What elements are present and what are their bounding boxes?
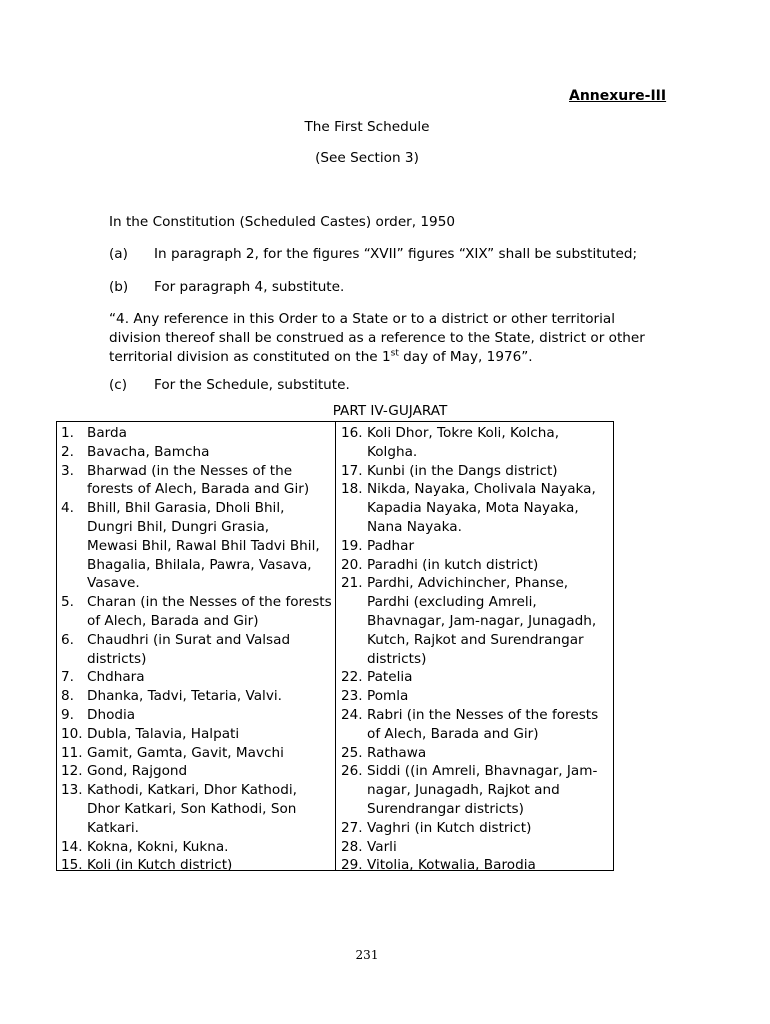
para-b-label: (b) — [109, 279, 129, 295]
list-item — [61, 762, 333, 781]
caste-list-table — [56, 421, 614, 874]
list-item-number: 10. — [61, 725, 83, 742]
column-divider — [335, 422, 336, 870]
list-item — [61, 744, 333, 763]
list-item — [61, 668, 333, 687]
list-item-text: Paradhi (in kutch district) — [367, 556, 539, 573]
para-a-text: In paragraph 2, for the figures “XVII” figures “XIX” shall be substituted; — [154, 246, 638, 262]
list-item-number: 11. — [61, 744, 83, 761]
list-item-text: Vitolia, Kotwalia, Barodia — [367, 857, 536, 874]
schedule-title: The First Schedule — [304, 119, 430, 135]
list-item-number: 25. — [341, 744, 363, 761]
list-item-text: Bavacha, Bamcha — [87, 443, 210, 460]
schedule-reference: (See Section 3) — [315, 150, 419, 166]
list-item-text: Bharwad (in the Nesses of the forests of Alech, Barada and Gir) — [87, 462, 310, 498]
list-item — [61, 838, 333, 857]
list-item-number: 6. — [61, 631, 74, 648]
page-number: 231 — [355, 948, 379, 962]
list-item — [61, 593, 333, 631]
list-item-number: 16. — [341, 425, 363, 441]
list-item-text: Pomla — [367, 688, 409, 705]
list-item-text: Dhanka, Tadvi, Tetaria, Valvi. — [87, 688, 282, 705]
list-item — [61, 687, 333, 706]
list-item — [61, 424, 333, 443]
quoted-paragraph — [109, 310, 669, 367]
list-item-text: Pardhi, Advichincher, Phanse, Pardhi (excluding Amreli, Bhavnagar, Jam-nagar, Junagadh, Kutch, Rajkot and Surendrangar districts) — [367, 575, 597, 667]
list-item — [341, 556, 611, 575]
list-item-text: Dhodia — [87, 706, 136, 723]
list-item-number: 28. — [341, 838, 363, 855]
list-item-text: Rathawa — [367, 744, 427, 761]
para-c-label: (c) — [109, 377, 128, 393]
list-item — [341, 838, 611, 857]
list-item-number: 3. — [61, 462, 74, 479]
list-item — [61, 706, 333, 725]
list-item-number: 14. — [61, 838, 83, 855]
list-item — [61, 499, 333, 593]
list-item-number: 26. — [341, 763, 363, 780]
quote-text-after: day of May, 1976”. — [398, 349, 533, 365]
list-item-text: Dubla, Talavia, Halpati — [87, 725, 240, 742]
list-item — [341, 744, 611, 763]
list-item-number: 27. — [341, 819, 363, 836]
list-item-number: 19. — [341, 537, 363, 554]
list-item — [341, 537, 611, 556]
quote-text-before: “4. Any reference in this Order to a State or to a district or other territorial division thereof shall be construed as a reference to the State, district or other territorial division as constituted on the 1 — [109, 311, 645, 365]
list-item-number: 21. — [341, 575, 363, 592]
list-item — [61, 725, 333, 744]
list-item-text: Charan (in the Nesses of the forests of Alech, Barada and Gir) — [87, 594, 332, 629]
list-item-text: Koli (in Kutch district) — [87, 857, 233, 874]
list-item-number: 20. — [341, 556, 363, 573]
list-item — [341, 424, 611, 462]
list-item-text: Siddi ((in Amreli, Bhavnagar, Jam- nagar, Junagadh, Rajkot and Surendrangar districts) — [367, 763, 598, 817]
list-item-text: Chdhara — [87, 669, 145, 686]
list-item — [341, 706, 611, 744]
list-item-text: Gamit, Gamta, Gavit, Mavchi — [87, 744, 284, 761]
list-item-text: Patelia — [367, 669, 413, 686]
list-item-number: 4. — [61, 500, 74, 517]
list-item-text: Kunbi (in the Dangs district) — [367, 462, 558, 479]
list-item-number: 13. — [61, 782, 83, 799]
list-item-number: 24. — [341, 706, 363, 723]
left-column — [61, 424, 333, 875]
list-item-text: Padhar — [367, 537, 415, 554]
intro-line: In the Constitution (Scheduled Castes) order, 1950 — [109, 214, 456, 230]
list-item-text: Kathodi, Katkari, Dhor Kathodi, Dhor Katkari, Son Kathodi, Son Katkari. — [87, 782, 297, 836]
list-item-text: Varli — [367, 838, 397, 855]
part-title: PART IV-GUJARAT — [332, 403, 448, 419]
quote-superscript: st — [390, 348, 399, 359]
list-item-text: Barda — [87, 425, 127, 441]
para-a-label: (a) — [109, 246, 128, 262]
list-item-number: 8. — [61, 688, 74, 705]
list-item-number: 23. — [341, 688, 363, 705]
list-item — [61, 781, 333, 837]
list-item-number: 5. — [61, 594, 74, 611]
list-item — [341, 462, 611, 481]
annexure-heading: Annexure-III — [569, 88, 667, 104]
list-item-number: 22. — [341, 669, 363, 686]
list-item-text: Rabri (in the Nesses of the forests of Alech, Barada and Gir) — [367, 706, 599, 742]
list-item-number: 18. — [341, 481, 363, 498]
list-item — [341, 856, 611, 875]
list-item — [341, 819, 611, 838]
list-item — [341, 480, 611, 536]
list-item-number: 29. — [341, 857, 363, 874]
para-c-text: For the Schedule, substitute. — [154, 377, 350, 393]
list-item-number: 1. — [61, 425, 74, 441]
list-item-text: Bhill, Bhil Garasia, Dholi Bhil, Dungri Bhil, Dungri Grasia, Mewasi Bhil, Rawal Bhil Tadvi Bhil, Bhagalia, Bhilala, Pawra, Vasava, Vasave. — [87, 500, 320, 592]
list-item-text: Nikda, Nayaka, Cholivala Nayaka, Kapadia Nayaka, Mota Nayaka, Nana Nayaka. — [367, 481, 596, 535]
list-item-text: Chaudhri (in Surat and Valsad districts) — [87, 631, 291, 667]
list-item-number: 15. — [61, 857, 83, 874]
list-item — [341, 687, 611, 706]
list-item-number: 12. — [61, 763, 83, 780]
right-column — [341, 424, 611, 875]
list-item — [341, 762, 611, 818]
list-item — [61, 631, 333, 669]
list-item-number: 9. — [61, 706, 74, 723]
list-item-number: 2. — [61, 443, 74, 460]
para-b-text: For paragraph 4, substitute. — [154, 279, 345, 295]
list-item-text: Kokna, Kokni, Kukna. — [87, 838, 229, 855]
list-item-text: Koli Dhor, Tokre Koli, Kolcha, Kolgha. — [367, 425, 560, 460]
list-item — [61, 443, 333, 462]
list-item — [341, 574, 611, 668]
list-item-number: 7. — [61, 669, 74, 686]
list-item-text: Gond, Rajgond — [87, 763, 188, 780]
list-item-number: 17. — [341, 462, 363, 479]
list-item-text: Vaghri (in Kutch district) — [367, 819, 532, 836]
list-item — [61, 856, 333, 875]
list-item — [61, 462, 333, 500]
list-item — [341, 668, 611, 687]
